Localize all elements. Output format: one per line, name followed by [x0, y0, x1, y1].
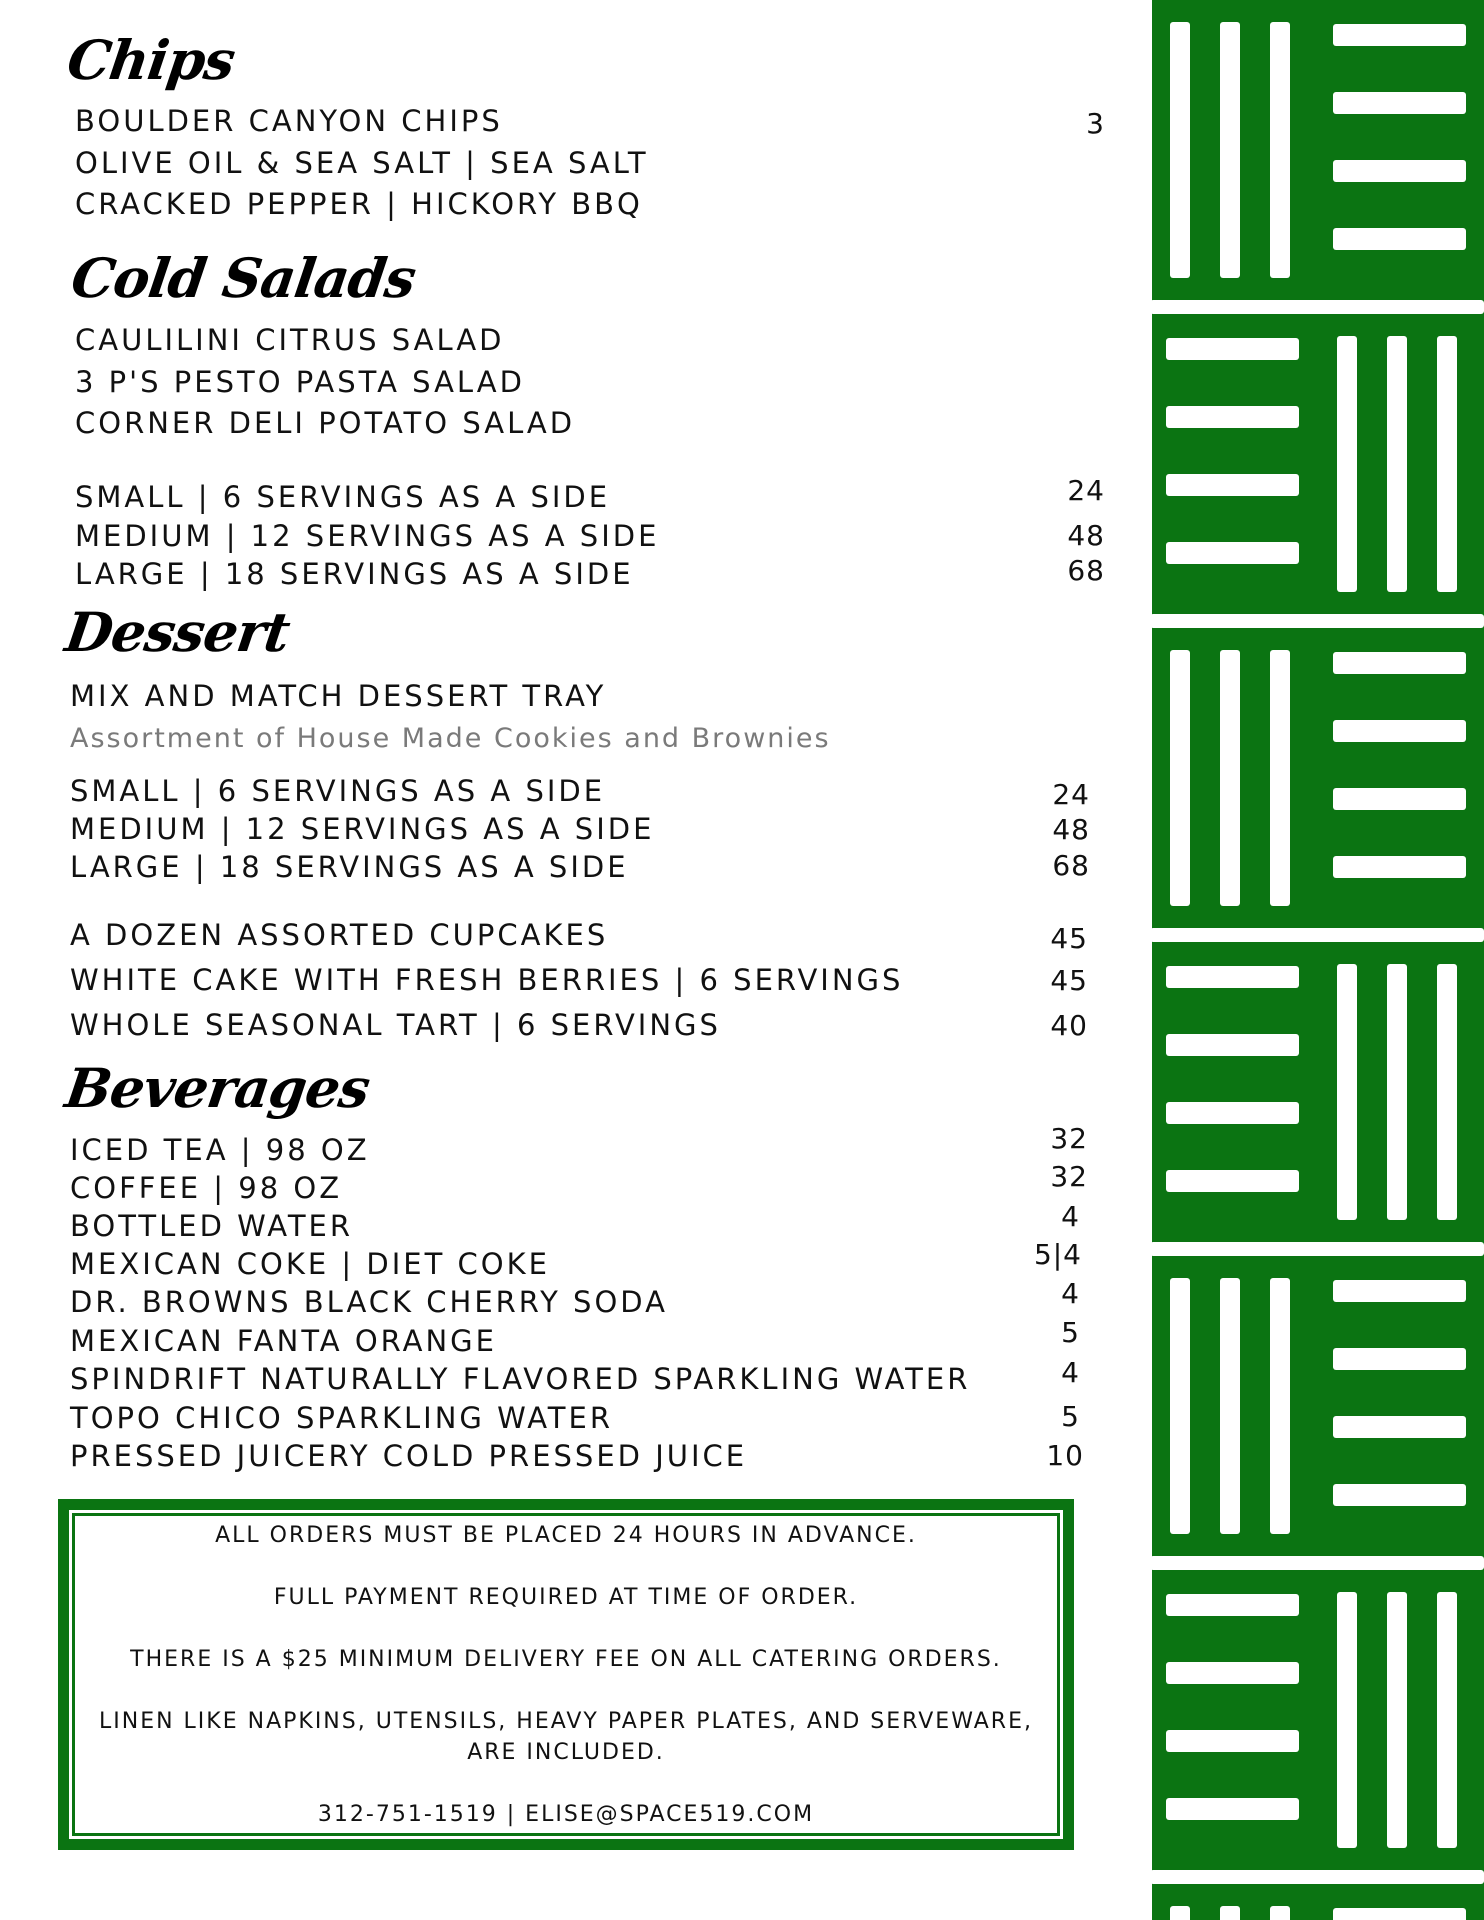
pattern-stroke — [1166, 338, 1299, 360]
menu-item-price: 3 — [1086, 107, 1105, 140]
menu-item-price: 10 — [1046, 1439, 1084, 1472]
menu-item: WHOLE SEASONAL TART | 6 SERVINGS — [70, 1008, 721, 1042]
basketweave-svg — [1150, 0, 1484, 1920]
pattern-stroke — [1220, 650, 1240, 906]
menu-item: OLIVE OIL & SEA SALT | SEA SALT — [75, 146, 649, 180]
pattern-stroke — [1337, 336, 1357, 592]
size-option: LARGE | 18 SERVINGS AS A SIDE — [75, 557, 634, 591]
pattern-stroke — [1333, 652, 1466, 674]
menu-item-price: 45 — [1050, 964, 1088, 997]
menu-item: 3 P'S PESTO PASTA SALAD — [75, 365, 525, 399]
pattern-stroke — [1387, 964, 1407, 1220]
size-option: MEDIUM | 12 SERVINGS AS A SIDE — [70, 812, 655, 846]
pattern-stroke — [1220, 22, 1240, 278]
menu-item: CAULILINI CITRUS SALAD — [75, 323, 505, 357]
pattern-stroke — [1166, 1662, 1299, 1684]
menu-item: MIX AND MATCH DESSERT TRAY — [70, 679, 607, 713]
menu-item: CRACKED PEPPER | HICKORY BBQ — [75, 187, 643, 221]
pattern-stroke — [1333, 160, 1466, 182]
size-option: LARGE | 18 SERVINGS AS A SIDE — [70, 850, 629, 884]
size-option: MEDIUM | 12 SERVINGS AS A SIDE — [75, 519, 660, 553]
menu-item-price: 45 — [1050, 922, 1088, 955]
pattern-stroke — [1150, 1242, 1484, 1256]
contact-info: 312-751-1519 | ELISE@SPACE519.COM — [317, 1802, 815, 1827]
section-title-cold-salads: Cold Salads — [67, 246, 420, 310]
pattern-stroke — [1270, 1278, 1290, 1534]
pattern-stroke — [1150, 614, 1484, 628]
pattern-stroke — [1333, 720, 1466, 742]
pattern-stroke — [1437, 336, 1457, 592]
menu-item: CORNER DELI POTATO SALAD — [75, 406, 576, 440]
pattern-stroke — [1387, 336, 1407, 592]
menu-item: A DOZEN ASSORTED CUPCAKES — [70, 918, 609, 952]
pattern-stroke — [1166, 1594, 1299, 1616]
size-option: SMALL | 6 SERVINGS AS A SIDE — [70, 774, 606, 808]
pattern-stroke — [1166, 1102, 1299, 1124]
menu-item: COFFEE | 98 OZ — [70, 1171, 343, 1205]
menu-item: DR. BROWNS BLACK CHERRY SODA — [70, 1285, 668, 1319]
notice-line: ALL ORDERS MUST BE PLACED 24 HOURS IN ADVANCE. — [215, 1523, 917, 1548]
pattern-stroke — [1170, 1278, 1190, 1534]
menu-item: ICED TEA | 98 OZ — [70, 1133, 370, 1167]
pattern-stroke — [1387, 1592, 1407, 1848]
pattern-stroke — [1333, 228, 1466, 250]
menu-item-price: 4 — [1061, 1277, 1080, 1310]
pattern-stroke — [1333, 24, 1466, 46]
pattern-stroke — [1333, 92, 1466, 114]
section-title-beverages: Beverages — [61, 1056, 374, 1120]
pattern-stroke — [1166, 406, 1299, 428]
menu-item: TOPO CHICO SPARKLING WATER — [70, 1401, 613, 1435]
menu-item-price: 5 — [1061, 1400, 1080, 1433]
pattern-gutter — [1150, 0, 1152, 1920]
section-title-dessert: Dessert — [61, 600, 294, 664]
notice-line: FULL PAYMENT REQUIRED AT TIME OF ORDER. — [273, 1585, 859, 1610]
pattern-stroke — [1270, 1906, 1290, 1920]
menu-item: SPINDRIFT NATURALLY FLAVORED SPARKLING WATER — [70, 1362, 971, 1396]
notice-line: ARE INCLUDED. — [467, 1740, 665, 1765]
size-price: 24 — [1052, 778, 1090, 811]
pattern-stroke — [1170, 1906, 1190, 1920]
size-price: 68 — [1067, 554, 1105, 587]
notice-line: LINEN LIKE NAPKINS, UTENSILS, HEAVY PAPER PLATES, AND SERVEWARE, — [99, 1709, 1033, 1734]
pattern-stroke — [1333, 1348, 1466, 1370]
menu-item-price: 32 — [1050, 1160, 1088, 1193]
pattern-stroke — [1333, 1416, 1466, 1438]
pattern-stroke — [1437, 964, 1457, 1220]
pattern-stroke — [1220, 1906, 1240, 1920]
pattern-stroke — [1333, 1484, 1466, 1506]
pattern-stroke — [1166, 1034, 1299, 1056]
pattern-stroke — [1333, 1280, 1466, 1302]
menu-item: BOTTLED WATER — [70, 1209, 354, 1243]
pattern-stroke — [1170, 22, 1190, 278]
pattern-stroke — [1337, 1592, 1357, 1848]
order-notice-box — [58, 1499, 1074, 1850]
pattern-stroke — [1220, 1278, 1240, 1534]
menu-item-price: 4 — [1061, 1200, 1080, 1233]
menu-item-price: 40 — [1050, 1009, 1088, 1042]
pattern-stroke — [1150, 928, 1484, 942]
pattern-stroke — [1166, 1798, 1299, 1820]
pattern-stroke — [1166, 1170, 1299, 1192]
notice-line: THERE IS A $25 MINIMUM DELIVERY FEE ON ALL CATERING ORDERS. — [130, 1647, 1002, 1672]
pattern-stroke — [1166, 966, 1299, 988]
size-price: 48 — [1052, 813, 1090, 846]
pattern-stroke — [1270, 650, 1290, 906]
pattern-stroke — [1166, 542, 1299, 564]
menu-item-price: 4 — [1061, 1356, 1080, 1389]
pattern-stroke — [1170, 650, 1190, 906]
pattern-stroke — [1270, 22, 1290, 278]
pattern-stroke — [1150, 1556, 1484, 1570]
size-price: 48 — [1067, 519, 1105, 552]
pattern-stroke — [1166, 1730, 1299, 1752]
pattern-stroke — [1150, 300, 1484, 314]
pattern-stroke — [1437, 1592, 1457, 1848]
menu-item: WHITE CAKE WITH FRESH BERRIES | 6 SERVINGS — [70, 963, 904, 997]
menu-item-description: Assortment of House Made Cookies and Brownies — [70, 723, 831, 754]
menu-item-price: 32 — [1050, 1122, 1088, 1155]
decorative-basketweave-pattern — [1150, 0, 1484, 1920]
menu-item: MEXICAN FANTA ORANGE — [70, 1324, 497, 1358]
pattern-stroke — [1337, 964, 1357, 1220]
pattern-stroke — [1150, 1870, 1484, 1884]
size-price: 24 — [1067, 474, 1105, 507]
menu-item: MEXICAN COKE | DIET COKE — [70, 1247, 550, 1281]
menu-item: PRESSED JUICERY COLD PRESSED JUICE — [70, 1439, 748, 1473]
pattern-stroke — [1333, 1908, 1466, 1920]
section-title-chips: Chips — [63, 28, 239, 92]
pattern-stroke — [1333, 856, 1466, 878]
pattern-stroke — [1333, 788, 1466, 810]
menu-item-price: 5 — [1061, 1316, 1080, 1349]
menu-item-price: 5|4 — [1033, 1238, 1082, 1271]
menu-item: BOULDER CANYON CHIPS — [75, 104, 503, 138]
size-option: SMALL | 6 SERVINGS AS A SIDE — [75, 480, 611, 514]
size-price: 68 — [1052, 849, 1090, 882]
pattern-stroke — [1166, 474, 1299, 496]
